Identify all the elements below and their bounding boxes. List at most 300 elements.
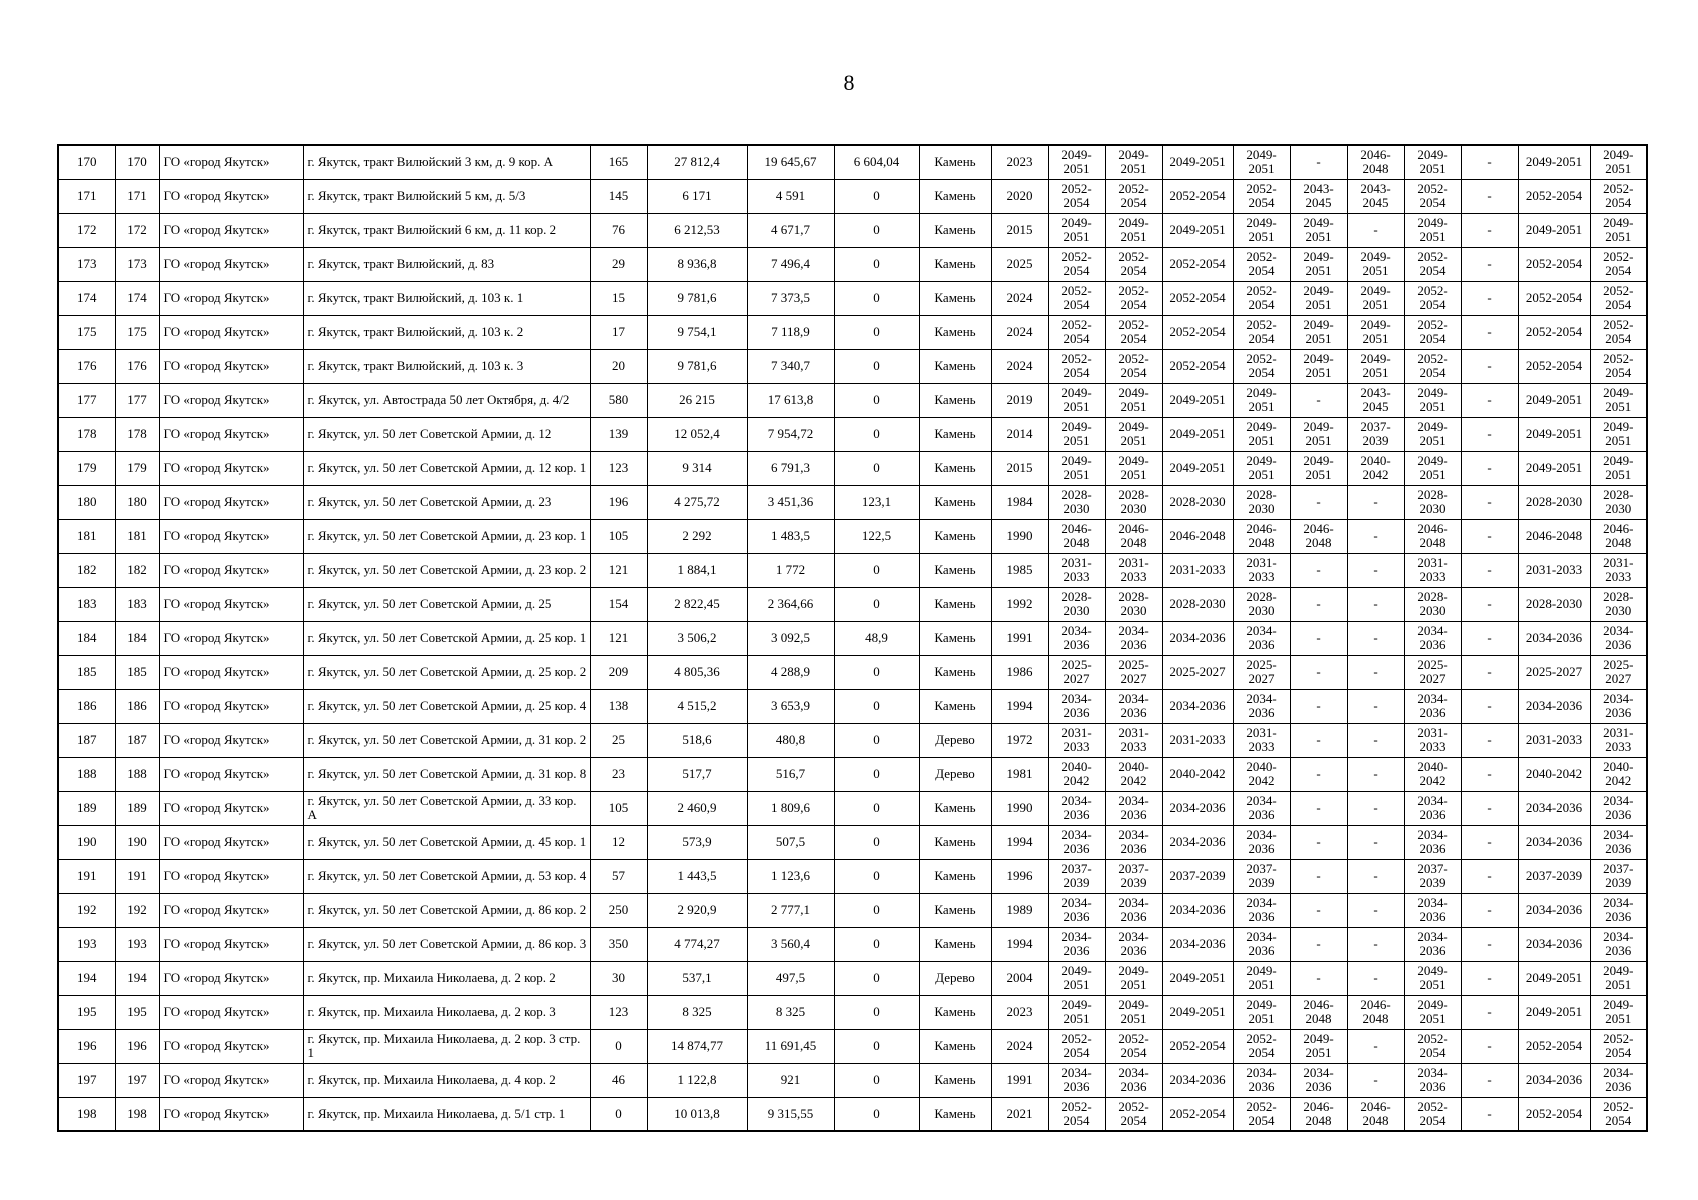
table-cell: 0 — [834, 961, 919, 995]
table-cell: 2052-2054 — [1048, 1097, 1105, 1131]
table-cell: 30 — [590, 961, 647, 995]
table-cell: 2052-2054 — [1404, 179, 1461, 213]
table-cell: 480,8 — [747, 723, 834, 757]
table-cell: 7 118,9 — [747, 315, 834, 349]
table-cell: 2049-2051 — [1162, 961, 1233, 995]
table-cell: 20 — [590, 349, 647, 383]
table-cell: Камень — [919, 485, 991, 519]
table-row — [58, 281, 1647, 315]
table-cell: 2049-2051 — [1105, 961, 1162, 995]
table-cell: 2034-2036 — [1404, 1063, 1461, 1097]
table-cell: 2034-2036 — [1590, 825, 1647, 859]
table-cell: 2049-2051 — [1404, 213, 1461, 247]
table-row — [58, 961, 1647, 995]
table-cell: - — [1461, 757, 1518, 791]
table-cell: - — [1290, 553, 1347, 587]
table-cell: 2049-2051 — [1590, 451, 1647, 485]
table-cell: 25 — [590, 723, 647, 757]
table-cell: 2040-2042 — [1518, 757, 1590, 791]
table-cell: 2049-2051 — [1290, 451, 1347, 485]
table-cell: ГО «город Якутск» — [159, 417, 303, 451]
table-cell: г. Якутск, ул. 50 лет Советской Армии, д. 31 кор. 2 — [303, 723, 590, 757]
table-cell: 2046-2048 — [1590, 519, 1647, 553]
table-cell: 2034-2036 — [1162, 927, 1233, 961]
table-cell: 2049-2051 — [1518, 995, 1590, 1029]
table-cell: 2031-2033 — [1590, 553, 1647, 587]
table-cell: - — [1347, 621, 1404, 655]
table-cell: 8 325 — [647, 995, 747, 1029]
table-cell: Камень — [919, 553, 991, 587]
table-cell: 2040-2042 — [1048, 757, 1105, 791]
table-cell: 48,9 — [834, 621, 919, 655]
table-cell: 4 774,27 — [647, 927, 747, 961]
table-cell: 2049-2051 — [1404, 995, 1461, 1029]
table-cell: - — [1461, 485, 1518, 519]
table-cell: 4 275,72 — [647, 485, 747, 519]
table-cell: Камень — [919, 315, 991, 349]
table-cell: 2037-2039 — [1347, 417, 1404, 451]
table-cell: ГО «город Якутск» — [159, 587, 303, 621]
table-cell: 2034-2036 — [1162, 825, 1233, 859]
table-cell: Камень — [919, 213, 991, 247]
table-cell: 2040-2042 — [1233, 757, 1290, 791]
table-cell: 176 — [115, 349, 159, 383]
table-cell: 181 — [58, 519, 115, 553]
table-cell: 1972 — [991, 723, 1048, 757]
table-row — [58, 1063, 1647, 1097]
table-cell: ГО «город Якутск» — [159, 281, 303, 315]
table-cell: 2020 — [991, 179, 1048, 213]
table-cell: - — [1347, 961, 1404, 995]
table-cell: 2052-2054 — [1518, 281, 1590, 315]
table-cell: ГО «город Якутск» — [159, 621, 303, 655]
table-cell: г. Якутск, ул. 50 лет Советской Армии, д. 53 кор. 4 — [303, 859, 590, 893]
table-cell: 2049-2051 — [1048, 995, 1105, 1029]
table-cell: 2025-2027 — [1105, 655, 1162, 689]
table-cell: 46 — [590, 1063, 647, 1097]
table-cell: 2049-2051 — [1290, 417, 1347, 451]
table-cell: 2052-2054 — [1105, 281, 1162, 315]
table-cell: ГО «город Якутск» — [159, 655, 303, 689]
table-cell: Камень — [919, 145, 991, 179]
table-cell: 2037-2039 — [1233, 859, 1290, 893]
table-cell: - — [1290, 791, 1347, 825]
table-cell: - — [1347, 893, 1404, 927]
table-cell: 2031-2033 — [1048, 553, 1105, 587]
table-cell: 0 — [834, 587, 919, 621]
table-cell: 2024 — [991, 1029, 1048, 1063]
table-row — [58, 689, 1647, 723]
table-cell: - — [1461, 689, 1518, 723]
table-cell: 2052-2054 — [1048, 247, 1105, 281]
table-cell: 2049-2051 — [1048, 961, 1105, 995]
table-cell: - — [1461, 1029, 1518, 1063]
table-cell: 0 — [834, 655, 919, 689]
table-cell: г. Якутск, ул. 50 лет Советской Армии, д. 33 кор. А — [303, 791, 590, 825]
table-cell: 6 791,3 — [747, 451, 834, 485]
table-cell: г. Якутск, тракт Вилюйский, д. 103 к. 1 — [303, 281, 590, 315]
table-cell: - — [1461, 791, 1518, 825]
table-cell: 2034-2036 — [1404, 893, 1461, 927]
table-cell: - — [1290, 145, 1347, 179]
table-cell: 7 954,72 — [747, 417, 834, 451]
table-cell: г. Якутск, тракт Вилюйский 3 км, д. 9 кор. А — [303, 145, 590, 179]
table-cell: г. Якутск, ул. 50 лет Советской Армии, д. 25 кор. 2 — [303, 655, 590, 689]
table-cell: 2052-2054 — [1590, 247, 1647, 281]
table-cell: 2028-2030 — [1105, 587, 1162, 621]
table-cell: 14 874,77 — [647, 1029, 747, 1063]
table-cell: 197 — [58, 1063, 115, 1097]
table-cell: 2052-2054 — [1162, 349, 1233, 383]
table-cell: Камень — [919, 451, 991, 485]
table-cell: 2031-2033 — [1518, 723, 1590, 757]
table-cell: 189 — [58, 791, 115, 825]
table-cell: 2049-2051 — [1518, 961, 1590, 995]
table-cell: 2049-2051 — [1590, 213, 1647, 247]
table-cell: 1996 — [991, 859, 1048, 893]
table-cell: 2034-2036 — [1048, 689, 1105, 723]
table-cell: 2 920,9 — [647, 893, 747, 927]
table-cell: 6 212,53 — [647, 213, 747, 247]
table-cell: 2031-2033 — [1162, 723, 1233, 757]
table-cell: - — [1461, 519, 1518, 553]
table-cell: 4 591 — [747, 179, 834, 213]
table-cell: 2052-2054 — [1048, 281, 1105, 315]
table-cell: 2034-2036 — [1233, 893, 1290, 927]
table-cell: 2028-2030 — [1233, 485, 1290, 519]
table-cell: 507,5 — [747, 825, 834, 859]
table-cell: 2049-2051 — [1233, 383, 1290, 417]
table-cell: 2049-2051 — [1105, 417, 1162, 451]
table-cell: 9 781,6 — [647, 281, 747, 315]
table-cell: 2034-2036 — [1105, 893, 1162, 927]
table-cell: 7 496,4 — [747, 247, 834, 281]
table-cell: 196 — [115, 1029, 159, 1063]
table-cell: 2025-2027 — [1048, 655, 1105, 689]
table-row — [58, 825, 1647, 859]
table-cell: 154 — [590, 587, 647, 621]
table-cell: 121 — [590, 553, 647, 587]
table-cell: 2049-2051 — [1105, 995, 1162, 1029]
table-cell: 2034-2036 — [1233, 689, 1290, 723]
table-cell: 2052-2054 — [1404, 1029, 1461, 1063]
table-cell: 2046-2048 — [1162, 519, 1233, 553]
table-cell: 191 — [58, 859, 115, 893]
table-cell: - — [1347, 1063, 1404, 1097]
table-cell: 177 — [58, 383, 115, 417]
table-cell: 9 314 — [647, 451, 747, 485]
table-cell: Камень — [919, 689, 991, 723]
table-cell: 2049-2051 — [1290, 213, 1347, 247]
table-cell: 2052-2054 — [1518, 247, 1590, 281]
table-body — [58, 145, 1647, 1131]
table-cell: 2014 — [991, 417, 1048, 451]
table-cell: Камень — [919, 655, 991, 689]
table-cell: 2052-2054 — [1590, 281, 1647, 315]
table-cell: 10 013,8 — [647, 1097, 747, 1131]
table-cell: г. Якутск, пр. Михаила Николаева, д. 2 кор. 3 стр. 1 — [303, 1029, 590, 1063]
table-cell: 2052-2054 — [1048, 1029, 1105, 1063]
table-cell: 2052-2054 — [1404, 281, 1461, 315]
table-cell: 171 — [58, 179, 115, 213]
table-cell: Камень — [919, 1097, 991, 1131]
table-cell: 2015 — [991, 213, 1048, 247]
table-cell: 3 451,36 — [747, 485, 834, 519]
table-cell: 2049-2051 — [1233, 961, 1290, 995]
table-row — [58, 247, 1647, 281]
table-cell: 2049-2051 — [1290, 1029, 1347, 1063]
table-cell: 2034-2036 — [1162, 1063, 1233, 1097]
table-cell: 2028-2030 — [1590, 485, 1647, 519]
table-cell: 2034-2036 — [1404, 927, 1461, 961]
table-cell: 12 052,4 — [647, 417, 747, 451]
table-cell: 174 — [115, 281, 159, 315]
table-cell: 2049-2051 — [1590, 417, 1647, 451]
table-cell: 2034-2036 — [1590, 893, 1647, 927]
table-cell: - — [1347, 791, 1404, 825]
table-cell: 2028-2030 — [1590, 587, 1647, 621]
table-cell: 2049-2051 — [1105, 451, 1162, 485]
table-cell: Дерево — [919, 757, 991, 791]
table-cell: г. Якутск, тракт Вилюйский, д. 83 — [303, 247, 590, 281]
table-cell: Камень — [919, 927, 991, 961]
table-cell: 2034-2036 — [1518, 621, 1590, 655]
table-cell: ГО «город Якутск» — [159, 213, 303, 247]
table-cell: 0 — [834, 213, 919, 247]
table-cell: 2034-2036 — [1518, 927, 1590, 961]
table-cell: 8 936,8 — [647, 247, 747, 281]
table-row — [58, 349, 1647, 383]
table-cell: 198 — [58, 1097, 115, 1131]
table-cell: 2034-2036 — [1162, 689, 1233, 723]
table-cell: 2049-2051 — [1590, 961, 1647, 995]
table-cell: 2034-2036 — [1233, 1063, 1290, 1097]
table-cell: - — [1461, 961, 1518, 995]
table-cell: 2025-2027 — [1404, 655, 1461, 689]
table-cell: 2052-2054 — [1105, 349, 1162, 383]
table-cell: 2049-2051 — [1347, 315, 1404, 349]
table-cell: 2052-2054 — [1162, 179, 1233, 213]
table-cell: 2052-2054 — [1518, 1029, 1590, 1063]
table-cell: Камень — [919, 179, 991, 213]
table-cell: г. Якутск, ул. 50 лет Советской Армии, д. 12 кор. 1 — [303, 451, 590, 485]
table-cell: 2028-2030 — [1048, 587, 1105, 621]
table-cell: 2031-2033 — [1404, 553, 1461, 587]
table-cell: 2049-2051 — [1590, 995, 1647, 1029]
table-cell: 186 — [58, 689, 115, 723]
table-cell: 2034-2036 — [1590, 791, 1647, 825]
table-cell: 6 604,04 — [834, 145, 919, 179]
table-cell: 2024 — [991, 349, 1048, 383]
table-cell: 2034-2036 — [1404, 825, 1461, 859]
table-cell: ГО «город Якутск» — [159, 1063, 303, 1097]
table-cell: 250 — [590, 893, 647, 927]
table-cell: - — [1461, 213, 1518, 247]
table-cell: г. Якутск, ул. 50 лет Советской Армии, д. 25 — [303, 587, 590, 621]
table-cell: - — [1461, 417, 1518, 451]
table-cell: 178 — [58, 417, 115, 451]
table-cell: 1990 — [991, 791, 1048, 825]
table-cell: 2034-2036 — [1105, 927, 1162, 961]
table-cell: 2049-2051 — [1404, 383, 1461, 417]
table-cell: 2037-2039 — [1518, 859, 1590, 893]
table-cell: 0 — [590, 1029, 647, 1063]
table-cell: 2049-2051 — [1105, 213, 1162, 247]
table-cell: Камень — [919, 893, 991, 927]
table-cell: 7 373,5 — [747, 281, 834, 315]
table-cell: 2049-2051 — [1233, 145, 1290, 179]
table-cell: 2049-2051 — [1590, 145, 1647, 179]
table-row — [58, 179, 1647, 213]
table-cell: 183 — [115, 587, 159, 621]
table-cell: 8 325 — [747, 995, 834, 1029]
table-cell: 3 653,9 — [747, 689, 834, 723]
table-row — [58, 315, 1647, 349]
table-cell: 172 — [115, 213, 159, 247]
table-cell: ГО «город Якутск» — [159, 247, 303, 281]
table-cell: 1986 — [991, 655, 1048, 689]
table-row — [58, 791, 1647, 825]
buildings-table — [57, 144, 1648, 1132]
table-cell: 2034-2036 — [1048, 621, 1105, 655]
table-cell: 1990 — [991, 519, 1048, 553]
table-cell: 2034-2036 — [1048, 927, 1105, 961]
table-cell: 3 092,5 — [747, 621, 834, 655]
table-cell: 1 122,8 — [647, 1063, 747, 1097]
table-cell: 1984 — [991, 485, 1048, 519]
table-cell: 194 — [115, 961, 159, 995]
table-cell: 2037-2039 — [1105, 859, 1162, 893]
table-cell: 2052-2054 — [1048, 315, 1105, 349]
table-cell: 2049-2051 — [1404, 145, 1461, 179]
table-cell: г. Якутск, пр. Михаила Николаева, д. 5/1 стр. 1 — [303, 1097, 590, 1131]
table-cell: 190 — [58, 825, 115, 859]
table-cell: 2046-2048 — [1105, 519, 1162, 553]
table-cell: 2 364,66 — [747, 587, 834, 621]
table-cell: 174 — [58, 281, 115, 315]
table-cell: 2052-2054 — [1590, 1097, 1647, 1131]
table-cell: г. Якутск, тракт Вилюйский 6 км, д. 11 кор. 2 — [303, 213, 590, 247]
table-cell: 2046-2048 — [1233, 519, 1290, 553]
table-cell: 193 — [58, 927, 115, 961]
table-cell: 2031-2033 — [1105, 723, 1162, 757]
table-cell: 2034-2036 — [1048, 825, 1105, 859]
table-cell: 2049-2051 — [1347, 349, 1404, 383]
table-cell: 1994 — [991, 689, 1048, 723]
table-cell: 2040-2042 — [1404, 757, 1461, 791]
table-cell: 105 — [590, 791, 647, 825]
table-cell: 2052-2054 — [1162, 281, 1233, 315]
table-cell: 2023 — [991, 995, 1048, 1029]
table-cell: 0 — [834, 723, 919, 757]
table-cell: 3 560,4 — [747, 927, 834, 961]
table-cell: 2034-2036 — [1048, 791, 1105, 825]
table-cell: 185 — [58, 655, 115, 689]
table-row — [58, 145, 1647, 179]
table-cell: 2028-2030 — [1162, 587, 1233, 621]
table-cell: 29 — [590, 247, 647, 281]
table-cell: г. Якутск, ул. 50 лет Советской Армии, д. 25 кор. 4 — [303, 689, 590, 723]
table-cell: 2024 — [991, 281, 1048, 315]
table-cell: 2034-2036 — [1404, 689, 1461, 723]
table-cell: 2028-2030 — [1162, 485, 1233, 519]
table-cell: ГО «город Якутск» — [159, 927, 303, 961]
table-cell: г. Якутск, ул. 50 лет Советской Армии, д. 23 кор. 2 — [303, 553, 590, 587]
table-cell: 190 — [115, 825, 159, 859]
table-cell: - — [1290, 655, 1347, 689]
table-cell: - — [1461, 655, 1518, 689]
table-cell: 2052-2054 — [1105, 1029, 1162, 1063]
table-cell: 2034-2036 — [1105, 689, 1162, 723]
table-cell: 2040-2042 — [1590, 757, 1647, 791]
table-cell: 2 460,9 — [647, 791, 747, 825]
table-cell: 2049-2051 — [1404, 451, 1461, 485]
table-cell: 195 — [58, 995, 115, 1029]
table-cell: ГО «город Якутск» — [159, 451, 303, 485]
table-cell: 0 — [834, 927, 919, 961]
table-cell: 921 — [747, 1063, 834, 1097]
table-cell: 2028-2030 — [1105, 485, 1162, 519]
table-cell: 1 772 — [747, 553, 834, 587]
table-cell: г. Якутск, тракт Вилюйский, д. 103 к. 3 — [303, 349, 590, 383]
table-cell: 182 — [115, 553, 159, 587]
table-cell: 2037-2039 — [1404, 859, 1461, 893]
table-cell: - — [1347, 689, 1404, 723]
table-cell: 2031-2033 — [1590, 723, 1647, 757]
table-cell: - — [1461, 1097, 1518, 1131]
table-cell: 2025-2027 — [1233, 655, 1290, 689]
table-cell: - — [1461, 927, 1518, 961]
table-cell: 9 781,6 — [647, 349, 747, 383]
table-cell: 2052-2054 — [1048, 179, 1105, 213]
table-cell: 2049-2051 — [1162, 451, 1233, 485]
table-cell: 2052-2054 — [1233, 179, 1290, 213]
table-cell: 2 292 — [647, 519, 747, 553]
table-cell: 573,9 — [647, 825, 747, 859]
table-cell: 2049-2051 — [1518, 213, 1590, 247]
table-cell: - — [1290, 689, 1347, 723]
table-cell: 537,1 — [647, 961, 747, 995]
table-cell: 2025-2027 — [1518, 655, 1590, 689]
table-cell: 2031-2033 — [1162, 553, 1233, 587]
table-cell: 2034-2036 — [1048, 1063, 1105, 1097]
table-cell: 2049-2051 — [1048, 417, 1105, 451]
table-cell: - — [1461, 349, 1518, 383]
table-cell: 105 — [590, 519, 647, 553]
table-cell: - — [1347, 825, 1404, 859]
table-cell: 2052-2054 — [1105, 315, 1162, 349]
table-cell: 2046-2048 — [1404, 519, 1461, 553]
table-cell: 2021 — [991, 1097, 1048, 1131]
table-cell: 11 691,45 — [747, 1029, 834, 1063]
table-cell: 2034-2036 — [1105, 621, 1162, 655]
table-cell: 2052-2054 — [1404, 315, 1461, 349]
table-row — [58, 655, 1647, 689]
table-cell: Камень — [919, 281, 991, 315]
table-row — [58, 621, 1647, 655]
table-cell: 170 — [115, 145, 159, 179]
table-row — [58, 859, 1647, 893]
table-cell: 2025-2027 — [1590, 655, 1647, 689]
table-cell: 9 315,55 — [747, 1097, 834, 1131]
table-cell: 1 123,6 — [747, 859, 834, 893]
table-cell: Дерево — [919, 723, 991, 757]
table-cell: 7 340,7 — [747, 349, 834, 383]
table-cell: 0 — [834, 247, 919, 281]
table-cell: 0 — [834, 689, 919, 723]
table-row — [58, 417, 1647, 451]
table-cell: 1981 — [991, 757, 1048, 791]
